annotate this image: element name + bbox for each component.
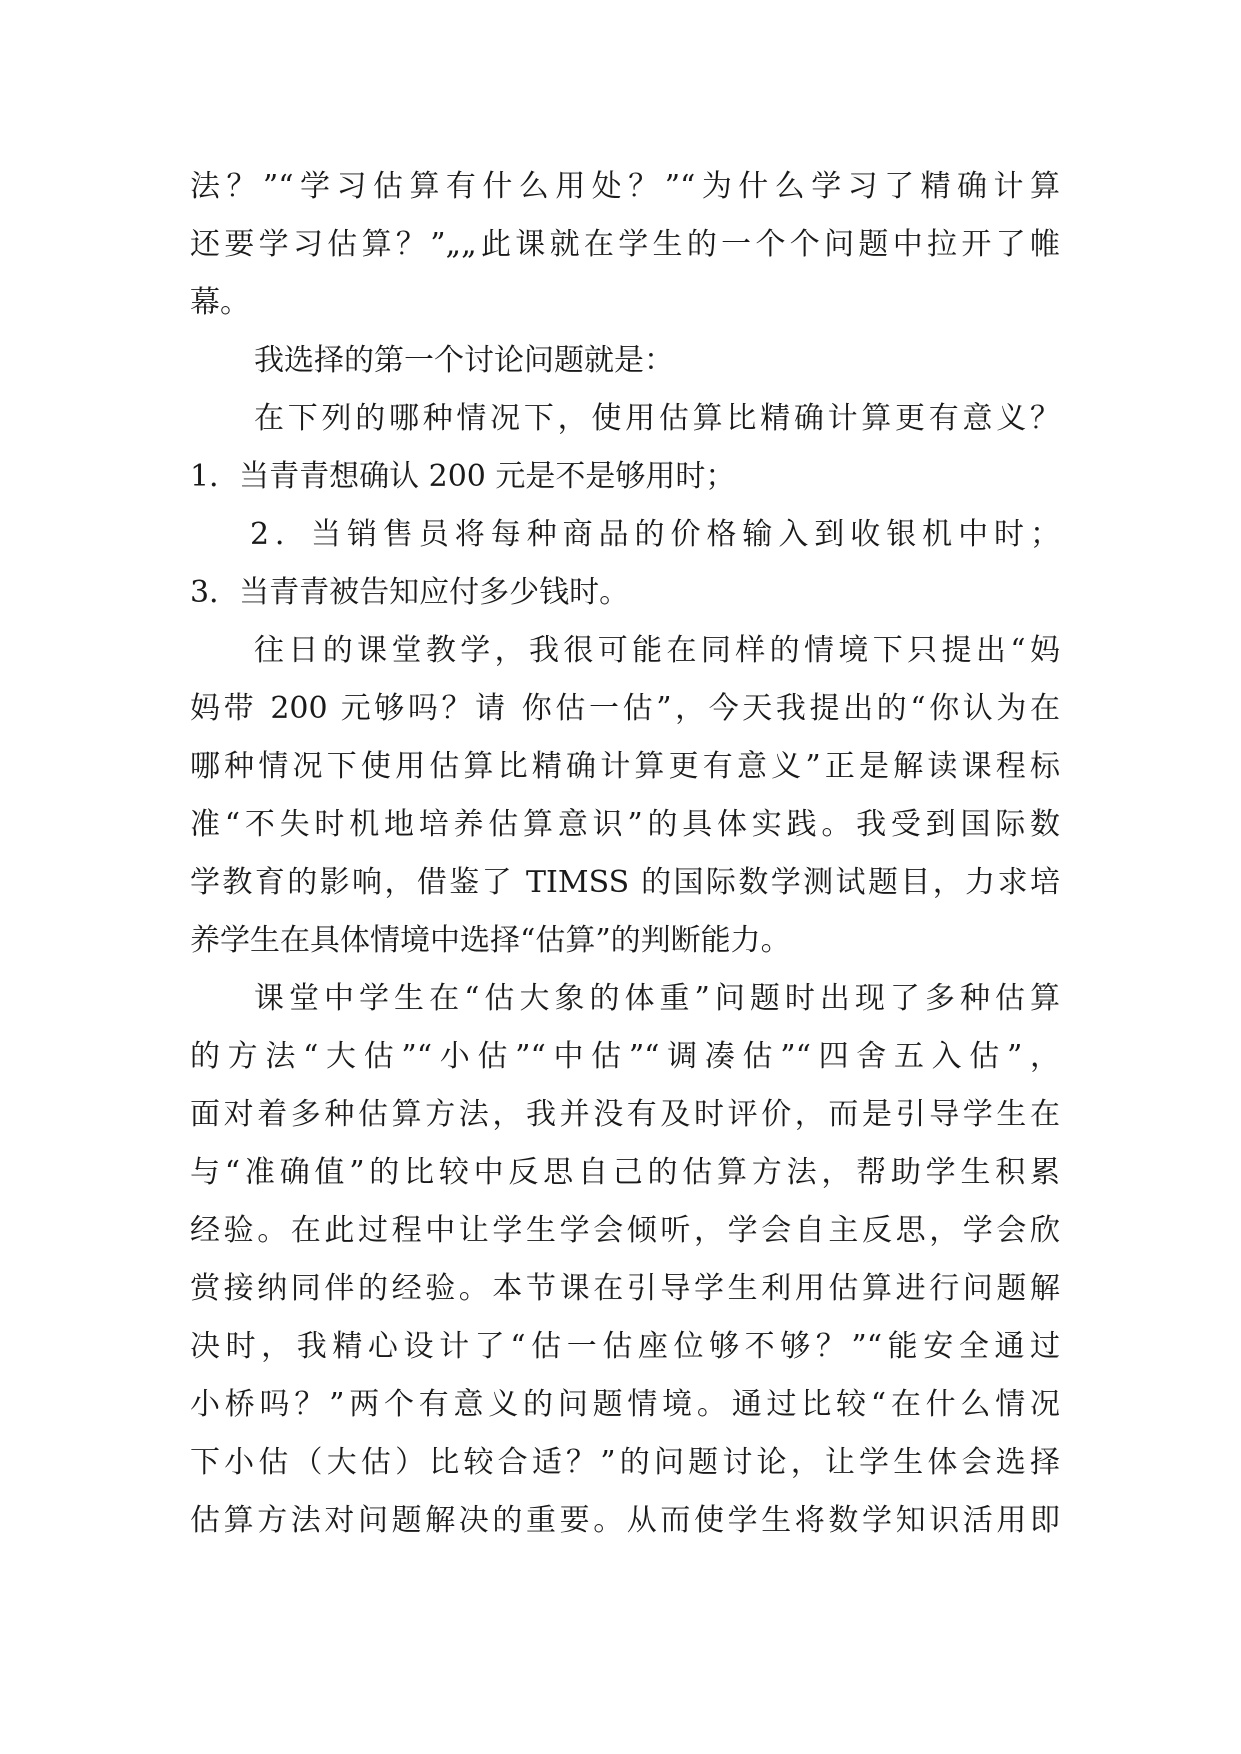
text-line: 决时，我精心设计了“估一估座位够不够？”“能安全通过	[190, 1329, 1060, 1364]
text-line: 的方法“大估”“小估”“中估”“调凑估”“四舍五入估”，	[190, 1039, 1060, 1074]
text-line: 养学生在具体情境中选择“估算”的判断能力。	[190, 923, 791, 958]
text-line: 我选择的第一个讨论问题就是：	[254, 343, 674, 378]
document-body	[190, 158, 1060, 1550]
list-item: 2．当销售员将每种商品的价格输入到收银机中时；	[250, 517, 1060, 552]
text-line: 面对着多种估算方法，我并没有及时评价，而是引导学生在	[190, 1097, 1060, 1132]
text-line: 在下列的哪种情况下，使用估算比精确计算更有意义？	[254, 401, 1060, 436]
text-line: 与“准确值”的比较中反思自己的估算方法，帮助学生积累	[190, 1155, 1060, 1190]
text-line: 往日的课堂教学，我很可能在同样的情境下只提出“妈	[254, 633, 1060, 668]
text-line: 小桥吗？”两个有意义的问题情境。通过比较“在什么情况	[190, 1387, 1060, 1422]
text-line: 准“不失时机地培养估算意识”的具体实践。我受到国际数	[190, 807, 1060, 842]
text-line: 估算方法对问题解决的重要。从而使学生将数学知识活用即	[190, 1503, 1060, 1538]
list-item: 3．当青青被告知应付多少钱时。	[190, 575, 630, 610]
list-item: 1．当青青想确认 200 元是不是够用时；	[190, 459, 736, 494]
text-line: 妈带 200 元够吗？请 你估一估”，今天我提出的“你认为在	[190, 691, 1060, 726]
text-line: 下小估（大估）比较合适？”的问题讨论，让学生体会选择	[190, 1445, 1060, 1480]
text-line: 法？”“学习估算有什么用处？”“为什么学习了精确计算	[190, 169, 1060, 204]
text-line: 幕。	[190, 285, 250, 320]
text-line: 学教育的影响，借鉴了 TIMSS 的国际数学测试题目，力求培	[190, 865, 1060, 900]
text-line: 哪种情况下使用估算比精确计算更有意义”正是解读课程标	[190, 749, 1060, 784]
text-line: 赏接纳同伴的经验。本节课在引导学生利用估算进行问题解	[190, 1271, 1060, 1306]
text-line: 还要学习估算？”„„此课就在学生的一个个问题中拉开了帷	[190, 227, 1060, 262]
text-line: 经验。在此过程中让学生学会倾听，学会自主反思，学会欣	[190, 1213, 1060, 1248]
text-line: 课堂中学生在“估大象的体重”问题时出现了多种估算	[254, 981, 1060, 1016]
